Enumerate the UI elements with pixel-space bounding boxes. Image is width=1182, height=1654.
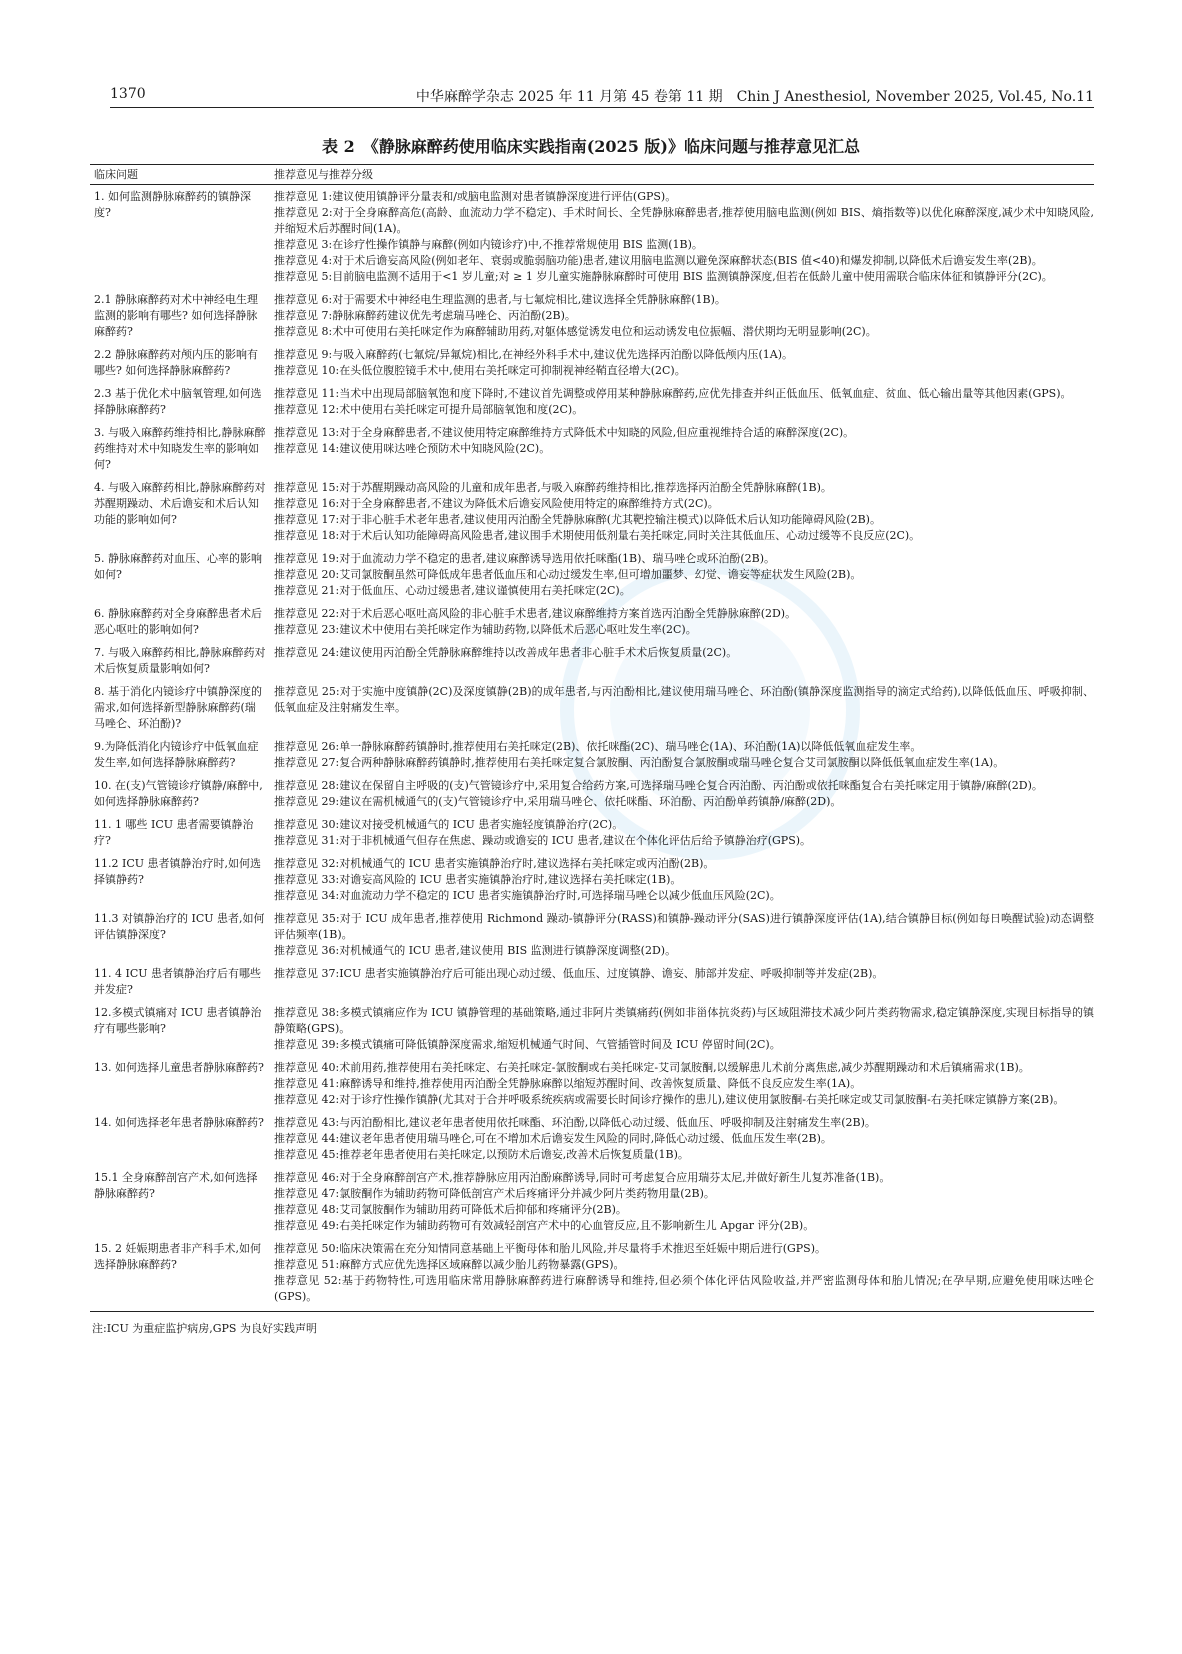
table-row <box>90 606 1094 638</box>
recommendation-item: 推荐意见 46:对于全身麻醉剖宫产术,推荐静脉应用丙泊酚麻醉诱导,同时可考虑复合应用瑞芬太尼,并做好新生儿复苏准备(1B)。 <box>274 1171 891 1184</box>
table-row <box>90 1005 1094 1053</box>
table-row <box>90 1170 1094 1234</box>
recommendation-list <box>274 856 1094 904</box>
recommendation-item: 推荐意见 48:艾司氯胺酮作为辅助用药可降低术后抑郁和疼痛评分(2B)。 <box>274 1203 627 1216</box>
clinical-question: 12.多模式镇痛对 ICU 患者镇静治疗有哪些影响? <box>94 1006 262 1035</box>
recommendation-item: 推荐意见 27:复合两种静脉麻醉药镇静时,推荐使用右美托咪定复合氯胺酮、丙泊酚复合氯胺酮或瑞马唑仑复合艾司氯胺酮以降低低氧血症发生率(1A)。 <box>274 756 1005 769</box>
table-row <box>90 645 1094 677</box>
clinical-question: 3. 与吸入麻醉药维持相比,静脉麻醉药维持对术中知晓发生率的影响如何? <box>94 426 266 471</box>
table-footnote: 注:ICU 为重症监护病房,GPS 为良好实践声明 <box>92 1322 317 1335</box>
table-header-row <box>90 165 1094 184</box>
recommendation-item: 推荐意见 20:艾司氯胺酮虽然可降低成年患者低血压和心动过缓发生率,但可增加噩梦、幻觉、谵妄等症状发生风险(2B)。 <box>274 568 862 581</box>
recommendation-item: 推荐意见 41:麻醉诱导和维持,推荐使用丙泊酚全凭静脉麻醉以缩短苏醒时间、改善恢复质量、降低不良反应发生率(1A)。 <box>274 1077 862 1090</box>
recommendation-list <box>274 292 1094 340</box>
clinical-question: 2.1 静脉麻醉药对术中神经电生理监测的影响有哪些? 如何选择静脉麻醉药? <box>94 293 258 338</box>
recommendation-item: 推荐意见 1:建议使用镇静评分量表和/或脑电监测对患者镇静深度进行评估(GPS)。 <box>274 190 677 203</box>
clinical-question: 2.3 基于优化术中脑氧管理,如何选择静脉麻醉药? <box>94 387 262 416</box>
clinical-question: 15. 2 妊娠期患者非产科手术,如何选择静脉麻醉药? <box>94 1242 261 1271</box>
table-row <box>90 386 1094 418</box>
recommendation-item: 推荐意见 15:对于苏醒期躁动高风险的儿童和成年患者,与吸入麻醉药维持相比,推荐选择丙泊酚全凭静脉麻醉(1B)。 <box>274 481 832 494</box>
recommendation-list <box>274 189 1094 285</box>
table-bottom-rule <box>90 1311 1094 1312</box>
clinical-question: 2.2 静脉麻醉药对颅内压的影响有哪些? 如何选择静脉麻醉药? <box>94 348 258 377</box>
table-row <box>90 1115 1094 1163</box>
recommendation-list <box>274 1170 1094 1234</box>
recommendation-list <box>274 1005 1094 1053</box>
header-rule <box>110 107 1094 108</box>
recommendation-item: 推荐意见 32:对机械通气的 ICU 患者实施镇静治疗时,建议选择右美托咪定或丙泊酚(2B)。 <box>274 857 715 870</box>
recommendation-table <box>90 164 1094 1312</box>
recommendation-item: 推荐意见 52:基于药物特性,可选用临床常用静脉麻醉药进行麻醉诱导和维持,但必须个体化评估风险收益,并严密监测母体和胎儿情况;在孕早期,应避免使用咪达唑仑(GPS)。 <box>274 1274 1094 1303</box>
recommendation-item: 推荐意见 28:建议在保留自主呼吸的(支)气管镜诊疗中,采用复合给药方案,可选择瑞马唑仑复合丙泊酚、丙泊酚或依托咪酯复合右美托咪定用于镇静/麻醉(2D)。 <box>274 779 1043 792</box>
table-row <box>90 778 1094 810</box>
table-row <box>90 425 1094 473</box>
recommendation-item: 推荐意见 9:与吸入麻醉药(七氟烷/异氟烷)相比,在神经外科手术中,建议优先选择丙泊酚以降低颅内压(1A)。 <box>274 348 794 361</box>
table-row <box>90 480 1094 544</box>
clinical-question: 13. 如何选择儿童患者静脉麻醉药? <box>94 1061 264 1074</box>
recommendation-item: 推荐意见 12:术中使用右美托咪定可提升局部脑氧饱和度(2C)。 <box>274 403 584 416</box>
recommendation-item: 推荐意见 50:临床决策需在充分知情同意基础上平衡母体和胎儿风险,并尽量将手术推迟至妊娠中期后进行(GPS)。 <box>274 1242 826 1255</box>
recommendation-item: 推荐意见 33:对谵妄高风险的 ICU 患者实施镇静治疗时,建议选择右美托咪定(1B)。 <box>274 873 682 886</box>
table-header-rule <box>90 184 1094 185</box>
clinical-question: 15.1 全身麻醉剖宫产术,如何选择静脉麻醉药? <box>94 1171 258 1200</box>
table-row <box>90 551 1094 599</box>
recommendation-item: 推荐意见 17:对于非心脏手术老年患者,建议使用丙泊酚全凭静脉麻醉(尤其靶控输注模式)以降低术后认知功能障碍风险(2B)。 <box>274 513 881 526</box>
table-row <box>90 1060 1094 1108</box>
table-title: 表 2 《静脉麻醉药使用临床实践指南(2025 版)》临床问题与推荐意见汇总 <box>322 137 860 156</box>
recommendation-item: 推荐意见 40:术前用药,推荐使用右美托咪定、右美托咪定-氯胺酮或右美托咪定-艾司氯胺酮,以缓解患儿术前分离焦虑,减少苏醒期躁动和术后镇痛需求(1B)。 <box>274 1061 1030 1074</box>
table-row <box>90 966 1094 998</box>
recommendation-list <box>274 911 1094 959</box>
recommendation-list <box>274 480 1094 544</box>
recommendation-list <box>274 817 1094 849</box>
recommendation-item: 推荐意见 37:ICU 患者实施镇静治疗后可能出现心动过缓、低血压、过度镇静、谵妄、肺部并发症、呼吸抑制等并发症(2B)。 <box>274 967 884 980</box>
recommendation-list <box>274 684 1094 732</box>
recommendation-item: 推荐意见 23:建议术中使用右美托咪定作为辅助药物,以降低术后恶心呕吐发生率(2C)。 <box>274 623 697 636</box>
clinical-question: 11.3 对镇静治疗的 ICU 患者,如何评估镇静深度? <box>94 912 265 941</box>
recommendation-item: 推荐意见 34:对血流动力学不稳定的 ICU 患者实施镇静治疗时,可选择瑞马唑仑以减少低血压风险(2C)。 <box>274 889 781 902</box>
table-row <box>90 739 1094 771</box>
recommendation-item: 推荐意见 6:对于需要术中神经电生理监测的患者,与七氟烷相比,建议选择全凭静脉麻醉(1B)。 <box>274 293 726 306</box>
recommendation-item: 推荐意见 2:对于全身麻醉高危(高龄、血流动力学不稳定)、手术时间长、全凭静脉麻醉患者,推荐使用脑电监测(例如 BIS、熵指数等)以优化麻醉深度,减少术中知晓风险,并缩短术后苏醒时间(1A)。 <box>274 206 1094 235</box>
recommendation-item: 推荐意见 30:建议对接受机械通气的 ICU 患者实施轻度镇静治疗(2C)。 <box>274 818 624 831</box>
recommendation-item: 推荐意见 25:对于实施中度镇静(2C)及深度镇静(2B)的成年患者,与丙泊酚相比,建议使用瑞马唑仑、环泊酚(镇静深度监测指导的滴定式给药),以降低低血压、呼吸抑制、低氧血症及注射痛发生率。 <box>274 685 1094 714</box>
recommendation-item: 推荐意见 35:对于 ICU 成年患者,推荐使用 Richmond 躁动-镇静评分(RASS)和镇静-躁动评分(SAS)进行镇静深度评估(1A),结合镇静目标(例如每日唤醒试验)动态调整评估频率(1B)。 <box>274 912 1094 941</box>
recommendation-item: 推荐意见 31:对于非机械通气但存在焦虑、躁动或谵妄的 ICU 患者,建议在个体化评估后给予镇静治疗(GPS)。 <box>274 834 812 847</box>
recommendation-list <box>274 739 1094 771</box>
clinical-question: 10. 在(支)气管镜诊疗镇静/麻醉中,如何选择静脉麻醉药? <box>94 779 263 808</box>
recommendation-item: 推荐意见 8:术中可使用右美托咪定作为麻醉辅助用药,对躯体感觉诱发电位和运动诱发电位振幅、潜伏期均无明显影响(2C)。 <box>274 325 877 338</box>
recommendation-item: 推荐意见 29:建议在需机械通气的(支)气管镜诊疗中,采用瑞马唑仑、依托咪酯、环泊酚、丙泊酚单药镇静/麻醉(2D)。 <box>274 795 842 808</box>
recommendation-item: 推荐意见 49:右美托咪定作为辅助药物可有效减轻剖宫产术中的心血管反应,且不影响新生儿 Apgar 评分(2B)。 <box>274 1219 815 1232</box>
table-row <box>90 817 1094 849</box>
recommendation-list <box>274 1115 1094 1163</box>
recommendation-item: 推荐意见 36:对机械通气的 ICU 患者,建议使用 BIS 监测进行镇静深度调整(2D)。 <box>274 944 677 957</box>
recommendation-item: 推荐意见 10:在头低位腹腔镜手术中,使用右美托咪定可抑制视神经鞘直径增大(2C)。 <box>274 364 686 377</box>
recommendation-list <box>274 645 1094 677</box>
clinical-question: 6. 静脉麻醉药对全身麻醉患者术后恶心呕吐的影响如何? <box>94 607 262 636</box>
recommendation-list <box>274 606 1094 638</box>
recommendation-item: 推荐意见 14:建议使用咪达唑仑预防术中知晓风险(2C)。 <box>274 442 551 455</box>
clinical-question: 11. 4 ICU 患者镇静治疗后有哪些并发症? <box>94 967 262 996</box>
recommendation-list <box>274 551 1094 599</box>
recommendation-list <box>274 1060 1094 1108</box>
recommendation-item: 推荐意见 47:氯胺酮作为辅助药物可降低剖宫产术后疼痛评分并减少阿片类药物用量(2B)。 <box>274 1187 715 1200</box>
recommendation-list <box>274 966 1094 998</box>
table-row <box>90 347 1094 379</box>
recommendation-item: 推荐意见 39:多模式镇痛可降低镇静深度需求,缩短机械通气时间、气管插管时间及 ICU 停留时间(2C)。 <box>274 1038 781 1051</box>
recommendation-item: 推荐意见 45:推荐老年患者使用右美托咪定,以预防术后谵妄,改善术后恢复质量(1B)。 <box>274 1148 689 1161</box>
recommendation-item: 推荐意见 3:在诊疗性操作镇静与麻醉(例如内镜诊疗)中,不推荐常规使用 BIS 监测(1B)。 <box>274 238 703 251</box>
clinical-question: 5. 静脉麻醉药对血压、心率的影响如何? <box>94 552 262 581</box>
journal-citation: 中华麻醉学杂志 2025 年 11 月第 45 卷第 11 期 Chin J Anesthesiol, November 2025, Vol.45, No.11 <box>415 89 1094 105</box>
clinical-question: 8. 基于消化内镜诊疗中镇静深度的需求,如何选择新型静脉麻醉药(瑞马唑仑、环泊酚)? <box>94 685 262 730</box>
clinical-question: 11. 1 哪些 ICU 患者需要镇静治疗? <box>94 818 254 847</box>
table-row <box>90 911 1094 959</box>
recommendation-list <box>274 425 1094 473</box>
recommendation-item: 推荐意见 42:对于诊疗性操作镇静(尤其对于合并呼吸系统疾病或需要长时间诊疗操作的患儿),建议使用氯胺酮-右美托咪定或艾司氯胺酮-右美托咪定镇静方案(2B)。 <box>274 1093 1065 1106</box>
recommendation-item: 推荐意见 19:对于血流动力学不稳定的患者,建议麻醉诱导选用依托咪酯(1B)、瑞马唑仑或环泊酚(2B)。 <box>274 552 776 565</box>
clinical-question: 4. 与吸入麻醉药相比,静脉麻醉药对苏醒期躁动、术后谵妄和术后认知功能的影响如何? <box>94 481 266 526</box>
page-header <box>110 86 1094 106</box>
recommendation-item: 推荐意见 43:与丙泊酚相比,建议老年患者使用依托咪酯、环泊酚,以降低心动过缓、低血压、呼吸抑制及注射痛发生率(2B)。 <box>274 1116 876 1129</box>
recommendation-item: 推荐意见 16:对于全身麻醉患者,不建议为降低术后谵妄风险使用特定的麻醉维持方式(2C)。 <box>274 497 719 510</box>
clinical-question: 7. 与吸入麻醉药相比,静脉麻醉药对术后恢复质量影响如何? <box>94 646 266 675</box>
recommendation-item: 推荐意见 44:建议老年患者使用瑞马唑仑,可在不增加术后谵妄发生风险的同时,降低心动过缓、低血压发生率(2B)。 <box>274 1132 832 1145</box>
recommendation-item: 推荐意见 7:静脉麻醉药建议优先考虑瑞马唑仑、丙泊酚(2B)。 <box>274 309 576 322</box>
recommendation-list <box>274 778 1094 810</box>
table-row <box>90 856 1094 904</box>
table-row <box>90 292 1094 340</box>
recommendation-list <box>274 347 1094 379</box>
recommendation-item: 推荐意见 22:对于术后恶心呕吐高风险的非心脏手术患者,建议麻醉维持方案首选丙泊酚全凭静脉麻醉(2D)。 <box>274 607 797 620</box>
recommendation-item: 推荐意见 51:麻醉方式应优先选择区域麻醉以减少胎儿药物暴露(GPS)。 <box>274 1258 625 1271</box>
clinical-question: 14. 如何选择老年患者静脉麻醉药? <box>94 1116 264 1129</box>
recommendation-item: 推荐意见 38:多模式镇痛应作为 ICU 镇静管理的基础策略,通过非阿片类镇痛药(例如非甾体抗炎药)与区域阻滞技术减少阿片类药物需求,稳定镇静深度,实现目标指导的镇静策略(GPS)。 <box>274 1006 1094 1035</box>
recommendation-item: 推荐意见 5:目前脑电监测不适用于<1 岁儿童;对 ≥ 1 岁儿童实施静脉麻醉时可使用 BIS 监测镇静深度,但若在低龄儿童中使用需联合临床体征和镇静评分(2C)。 <box>274 270 1053 283</box>
table-row <box>90 684 1094 732</box>
recommendation-item: 推荐意见 18:对于术后认知功能障碍高风险患者,建议围手术期使用低剂量右美托咪定,同时关注其低血压、心动过缓等不良反应(2C)。 <box>274 529 921 542</box>
clinical-question: 1. 如何监测静脉麻醉药的镇静深度? <box>94 190 251 219</box>
recommendation-list <box>274 1241 1094 1305</box>
table-row <box>90 189 1094 285</box>
table-body <box>90 189 1094 1305</box>
column-header-question: 临床问题 <box>94 167 138 181</box>
recommendation-item: 推荐意见 26:单一静脉麻醉药镇静时,推荐使用右美托咪定(2B)、依托咪酯(2C)、瑞马唑仑(1A)、环泊酚(1A)以降低低氧血症发生率。 <box>274 740 922 753</box>
recommendation-item: 推荐意见 13:对于全身麻醉患者,不建议使用特定麻醉维持方式降低术中知晓的风险,但应重视维持合适的麻醉深度(2C)。 <box>274 426 855 439</box>
recommendation-item: 推荐意见 11:当术中出现局部脑氧饱和度下降时,不建议首先调整或停用某种静脉麻醉药,应优先排查并纠正低血压、低氧血症、贫血、低心输出量等其他因素(GPS)。 <box>274 387 1072 400</box>
recommendation-list <box>274 386 1094 418</box>
recommendation-item: 推荐意见 24:建议使用丙泊酚全凭静脉麻醉维持以改善成年患者非心脏手术术后恢复质量(2C)。 <box>274 646 738 659</box>
clinical-question: 9.为降低消化内镜诊疗中低氧血症发生率,如何选择静脉麻醉药? <box>94 740 259 769</box>
recommendation-item: 推荐意见 4:对于术后谵妄高风险(例如老年、衰弱或脆弱脑功能)患者,建议用脑电监测以避免深麻醉状态(BIS 值<40)和爆发抑制,以降低术后谵妄发生率(2B)。 <box>274 254 1043 267</box>
table-row <box>90 1241 1094 1305</box>
recommendation-item: 推荐意见 21:对于低血压、心动过缓患者,建议谨慎使用右美托咪定(2C)。 <box>274 584 631 597</box>
column-header-recommendation: 推荐意见与推荐分级 <box>274 167 373 181</box>
page-number: 1370 <box>110 86 146 102</box>
clinical-question: 11.2 ICU 患者镇静治疗时,如何选择镇静药? <box>94 857 262 886</box>
